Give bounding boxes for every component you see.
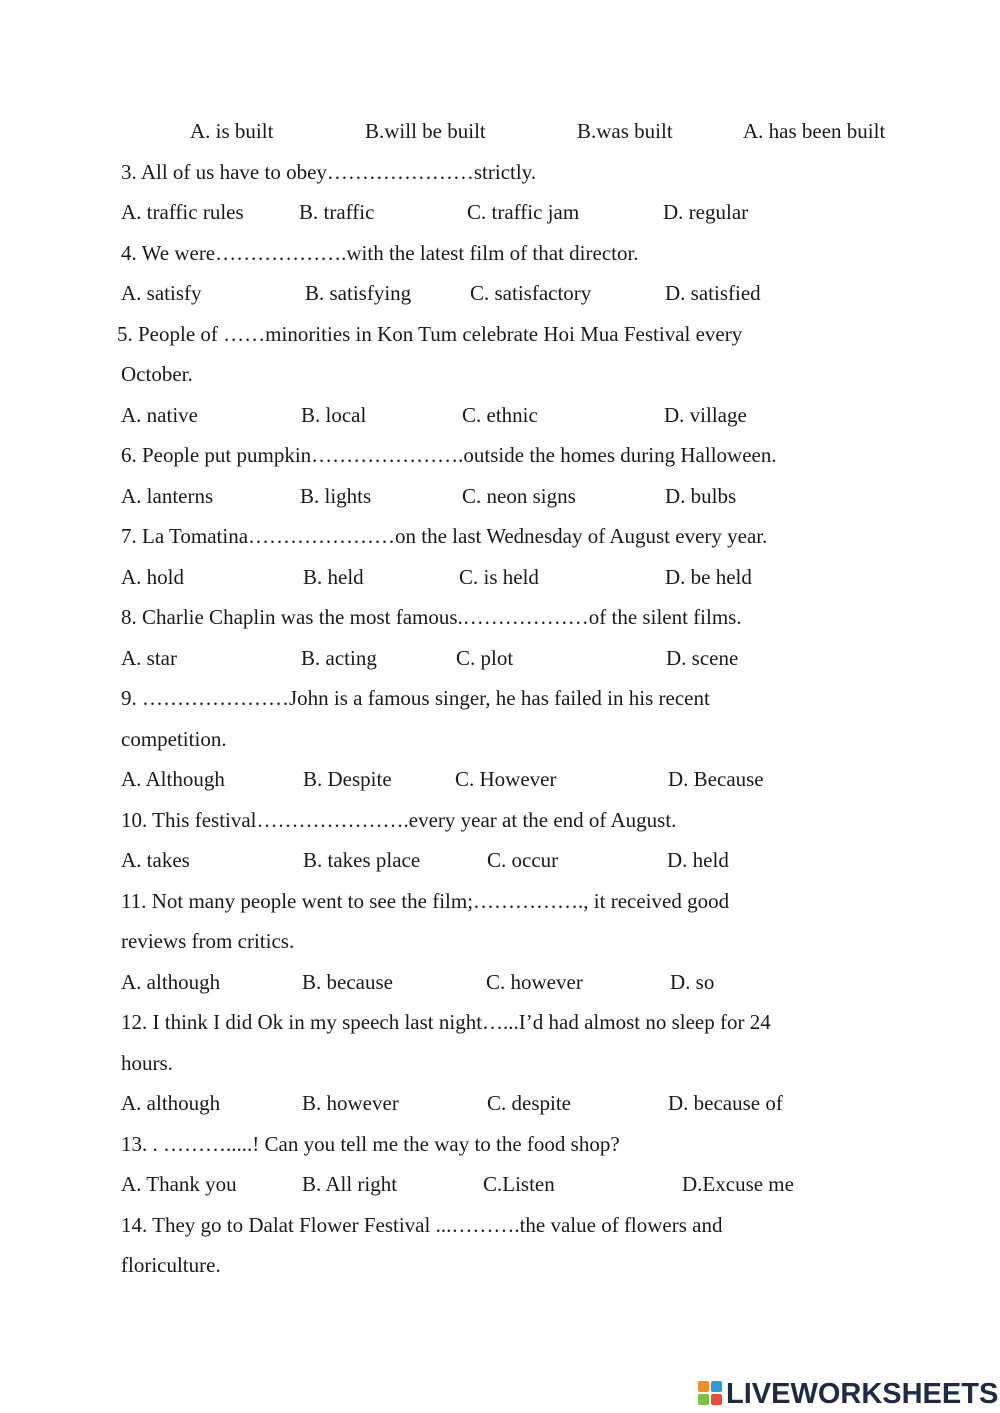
answer-option: A. although <box>121 1091 221 1115</box>
question-text: 10. This festival………………….every year at the end of August. <box>121 807 677 832</box>
answer-option: C. traffic jam <box>467 200 580 224</box>
question-text-continued: hours. <box>121 1050 173 1075</box>
answer-option: B.will be built <box>365 119 486 143</box>
answer-option: D. Because <box>668 767 764 791</box>
answer-option: A. native <box>121 402 198 427</box>
answer-option: A. Although <box>121 767 225 791</box>
answer-option: B. takes place <box>303 848 421 872</box>
answer-option: B. however <box>302 1091 399 1115</box>
question-text: 12. I think I did Ok in my speech last night…...I’d had almost no sleep for 24 <box>121 1010 771 1034</box>
answer-option: A. lanterns <box>121 483 214 508</box>
answer-option: B. local <box>301 402 367 427</box>
question-text: 8. Charlie Chaplin was the most famous.………………of the silent films. <box>121 605 742 629</box>
question-text-continued: October. <box>121 362 193 386</box>
answer-option: C. satisfactory <box>470 281 592 305</box>
answer-option: C. is held <box>459 564 539 589</box>
question-text: 9. …………………John is a famous singer, he has failed in his recent <box>121 686 710 710</box>
answer-option: A. Thank you <box>121 1172 237 1196</box>
answer-option: D. village <box>664 402 747 427</box>
answer-option: D. scene <box>666 645 739 670</box>
answer-option: B. Despite <box>303 767 392 791</box>
liveworksheets-logo-icon <box>698 1381 724 1407</box>
answer-option: A. traffic rules <box>121 200 244 224</box>
question-text: 7. La Tomatina…………………on the last Wednesday of August every year. <box>121 524 768 548</box>
answer-option: A. takes <box>121 848 190 872</box>
answer-option: C. however <box>486 969 583 994</box>
answer-option: D. held <box>667 848 729 872</box>
liveworksheets-logo <box>698 1377 998 1411</box>
answer-option: A. although <box>121 969 221 994</box>
question-text-continued: competition. <box>121 726 227 751</box>
answer-option: D. because of <box>668 1091 783 1115</box>
answer-option: B. because <box>302 969 393 994</box>
answer-option: B. satisfying <box>305 281 412 305</box>
answer-option: B. All right <box>302 1172 398 1196</box>
answer-option: B. lights <box>300 483 372 508</box>
answer-option: B.was built <box>577 119 673 143</box>
answer-option: C. neon signs <box>462 483 576 508</box>
answer-option: A. hold <box>121 564 184 589</box>
question-text: 13. . ……….....! Can you tell me the way to the food shop? <box>121 1131 620 1156</box>
answer-option: A. has been built <box>743 119 886 143</box>
question-text: 5. People of ……minorities in Kon Tum celebrate Hoi Mua Festival every <box>117 321 743 346</box>
answer-option: C. occur <box>487 848 559 872</box>
answer-option: B. held <box>303 564 364 589</box>
answer-option: B. acting <box>301 645 377 670</box>
answer-option: C.Listen <box>483 1172 555 1196</box>
question-text-continued: floriculture. <box>121 1253 221 1277</box>
answer-option: A. star <box>121 645 177 670</box>
logo-text: LIVEWORKSHEETS <box>726 1377 999 1410</box>
question-text: 3. All of us have to obey…………………strictly. <box>121 159 537 184</box>
question-text: 6. People put pumpkin………………….outside the homes during Halloween. <box>121 443 777 467</box>
answer-option: D. bulbs <box>665 483 737 508</box>
answer-option: C. despite <box>487 1091 571 1115</box>
answer-option: D. be held <box>665 564 752 589</box>
answer-option: A. is built <box>190 119 274 143</box>
answer-option: C. ethnic <box>462 402 538 427</box>
answer-option: C. However <box>455 767 557 791</box>
answer-option: C. plot <box>456 645 514 670</box>
question-text: 11. Not many people went to see the film;……………., it received good <box>121 888 730 913</box>
answer-option: D. regular <box>663 200 749 224</box>
answer-option: D. so <box>670 969 715 994</box>
question-text: 14. They go to Dalat Flower Festival ...……….the value of flowers and <box>121 1212 723 1237</box>
answer-option: D.Excuse me <box>682 1172 794 1196</box>
question-text-continued: reviews from critics. <box>121 929 295 953</box>
answer-option: D. satisfied <box>665 281 761 305</box>
answer-option: B. traffic <box>299 200 375 224</box>
answer-option: A. satisfy <box>121 281 202 305</box>
question-text: 4. We were……………….with the latest film of that director. <box>121 240 639 265</box>
